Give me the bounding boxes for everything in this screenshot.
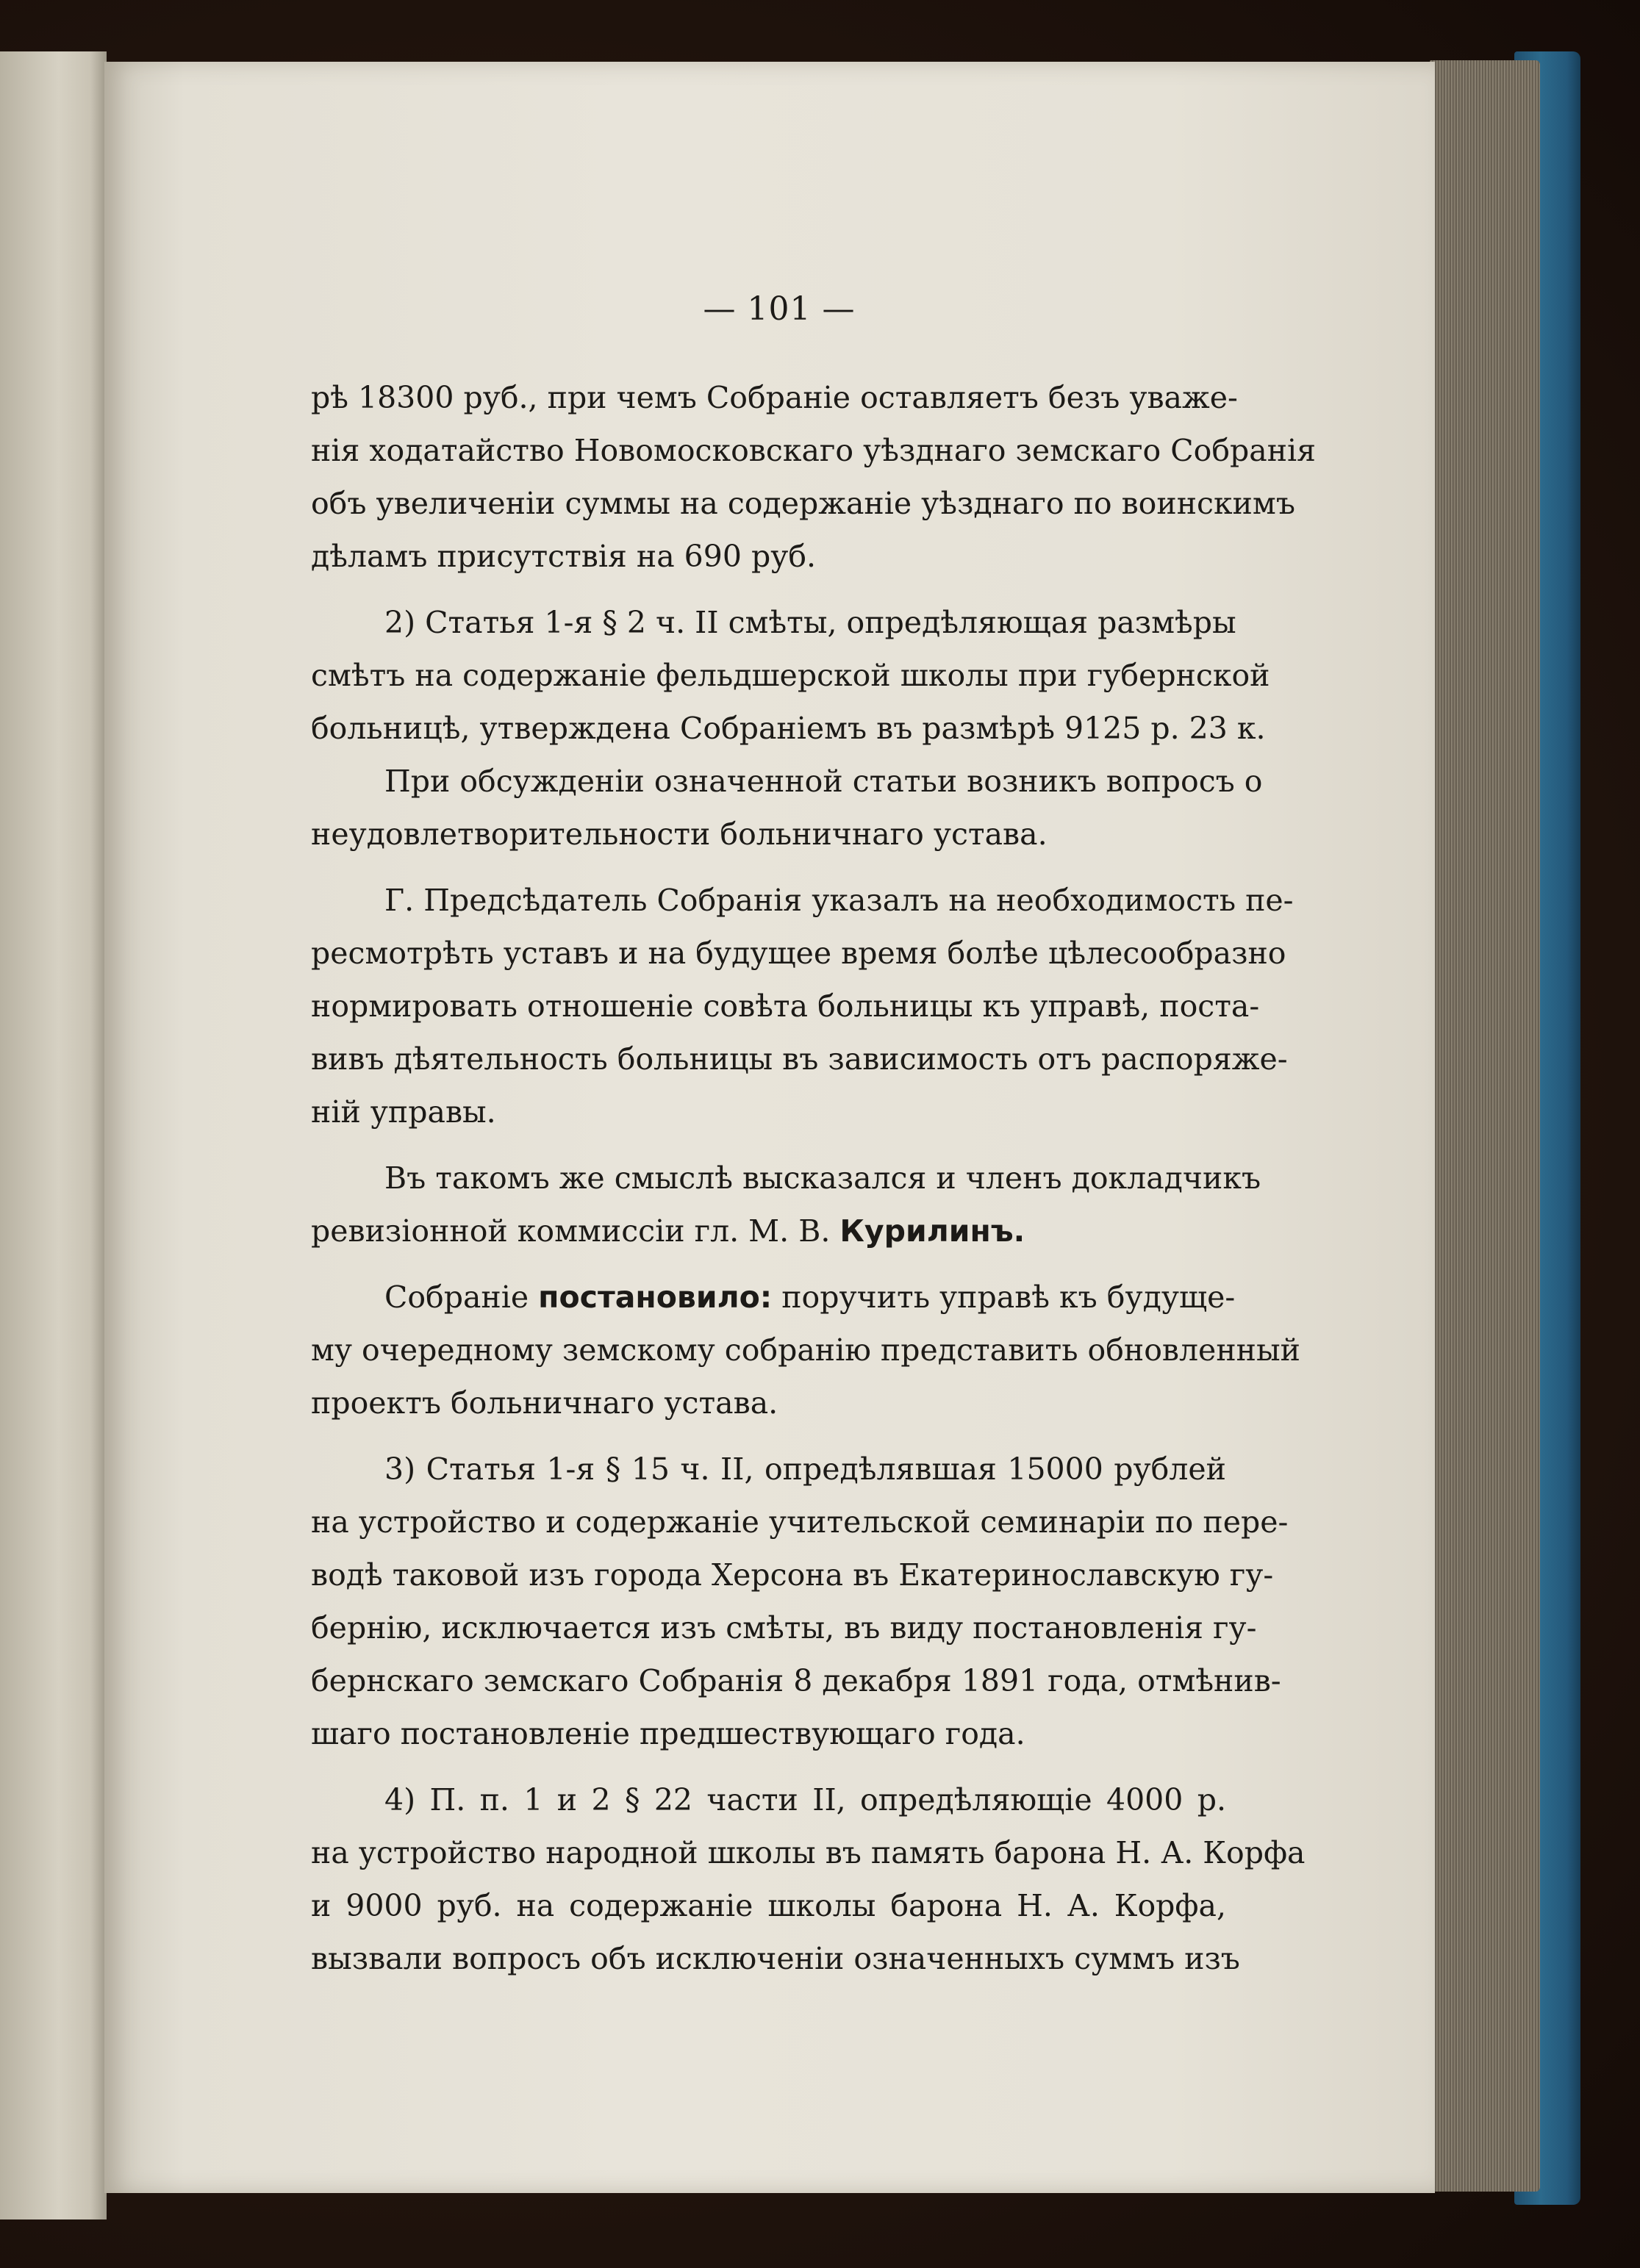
resolution-word: постановило: <box>538 1280 773 1315</box>
text-line: Г. Предсѣдатель Собранія указалъ на необходимость пе- <box>384 883 1294 918</box>
text-segment: поручить управѣ къ будуще- <box>772 1280 1236 1315</box>
text-segment: Собраніе <box>384 1280 539 1315</box>
text-line: проектъ больничнаго устава. <box>311 1385 778 1421</box>
text-line: рѣ 18300 руб., при чемъ Собраніе оставляетъ безъ уваже- <box>311 380 1238 415</box>
text-line <box>311 1271 1236 1324</box>
text-line: нія ходатайство Новомосковскаго уѣзднаго земскаго Собранія <box>311 433 1316 468</box>
name-kurilin: Курилинъ. <box>839 1213 1025 1249</box>
text-line: вызвали вопросъ объ исключеніи означенныхъ суммъ изъ <box>311 1941 1240 1976</box>
text-line: Въ такомъ же смыслѣ высказался и членъ докладчикъ <box>384 1160 1261 1196</box>
text-line: 3) Статья 1-я § 15 ч. II, опредѣлявшая 15000 рублей <box>384 1451 1226 1487</box>
text-line: смѣтъ на содержаніе фельдшерской школы при губернской <box>311 658 1270 693</box>
text-line: на устройство народной школы въ память барона Н. А. Корфа <box>311 1835 1306 1870</box>
text-line: больницѣ, утверждена Собраніемъ въ размѣрѣ 9125 р. 23 к. <box>311 711 1266 746</box>
text-line: 2) Статья 1-я § 2 ч. II смѣты, опредѣляющая размѣры <box>384 605 1236 640</box>
text-line: водѣ таковой изъ города Херсона въ Екатеринославскую гу- <box>311 1557 1274 1593</box>
text-line: При обсужденіи означенной статьи возникъ вопросъ о <box>384 764 1263 799</box>
page-text <box>311 371 1316 1985</box>
text-line: дѣламъ присутствія на 690 руб. <box>311 539 817 574</box>
text-line: ній управы. <box>311 1094 496 1130</box>
paragraph-4 <box>311 874 1294 1138</box>
text-line: неудовлетворительности больничнаго устава. <box>311 817 1048 852</box>
text-line: 4) П. п. 1 и 2 § 22 части II, опредѣляющіе 4000 р. <box>384 1782 1226 1817</box>
text-line: на устройство и содержаніе учительской семинаріи по пере- <box>311 1504 1289 1540</box>
text-line: нормировать отношеніе совѣта больницы къ управѣ, поста- <box>311 988 1260 1024</box>
paragraph-8 <box>311 1773 1306 1985</box>
paragraph-2 <box>311 596 1270 755</box>
text-line: бернскаго земскаго Собранія 8 декабря 1891 года, отмѣнив- <box>311 1663 1281 1698</box>
paragraph-3 <box>311 755 1263 861</box>
page-number: — 101 — <box>703 290 856 328</box>
text-line: му очередному земскому собранію представить обновленный <box>311 1332 1300 1368</box>
paragraph-7 <box>311 1443 1289 1760</box>
text-line: вивъ дѣятельность больницы въ зависимость отъ распоряже- <box>311 1041 1288 1077</box>
paragraph-1 <box>311 371 1316 583</box>
text-line: шаго постановленіе предшествующаго года. <box>311 1716 1025 1751</box>
text-line: ресмотрѣть уставъ и на будущее время болѣе цѣлесообразно <box>311 936 1286 971</box>
left-facing-page <box>0 51 107 2219</box>
text-line: бернію, исключается изъ смѣты, въ виду постановленія гу- <box>311 1610 1257 1646</box>
text-line: объ увеличеніи суммы на содержаніе уѣзднаго по воинскимъ <box>311 486 1295 521</box>
paragraph-5 <box>311 1152 1261 1257</box>
page-edges <box>1430 60 1540 2192</box>
text-segment: ревизіонной коммиссіи гл. М. В. <box>311 1213 840 1249</box>
text-line <box>311 1205 1226 1257</box>
paragraph-6 <box>311 1271 1300 1429</box>
text-line: и 9000 руб. на содержаніе школы барона Н. А. Корфа, <box>311 1888 1226 1923</box>
